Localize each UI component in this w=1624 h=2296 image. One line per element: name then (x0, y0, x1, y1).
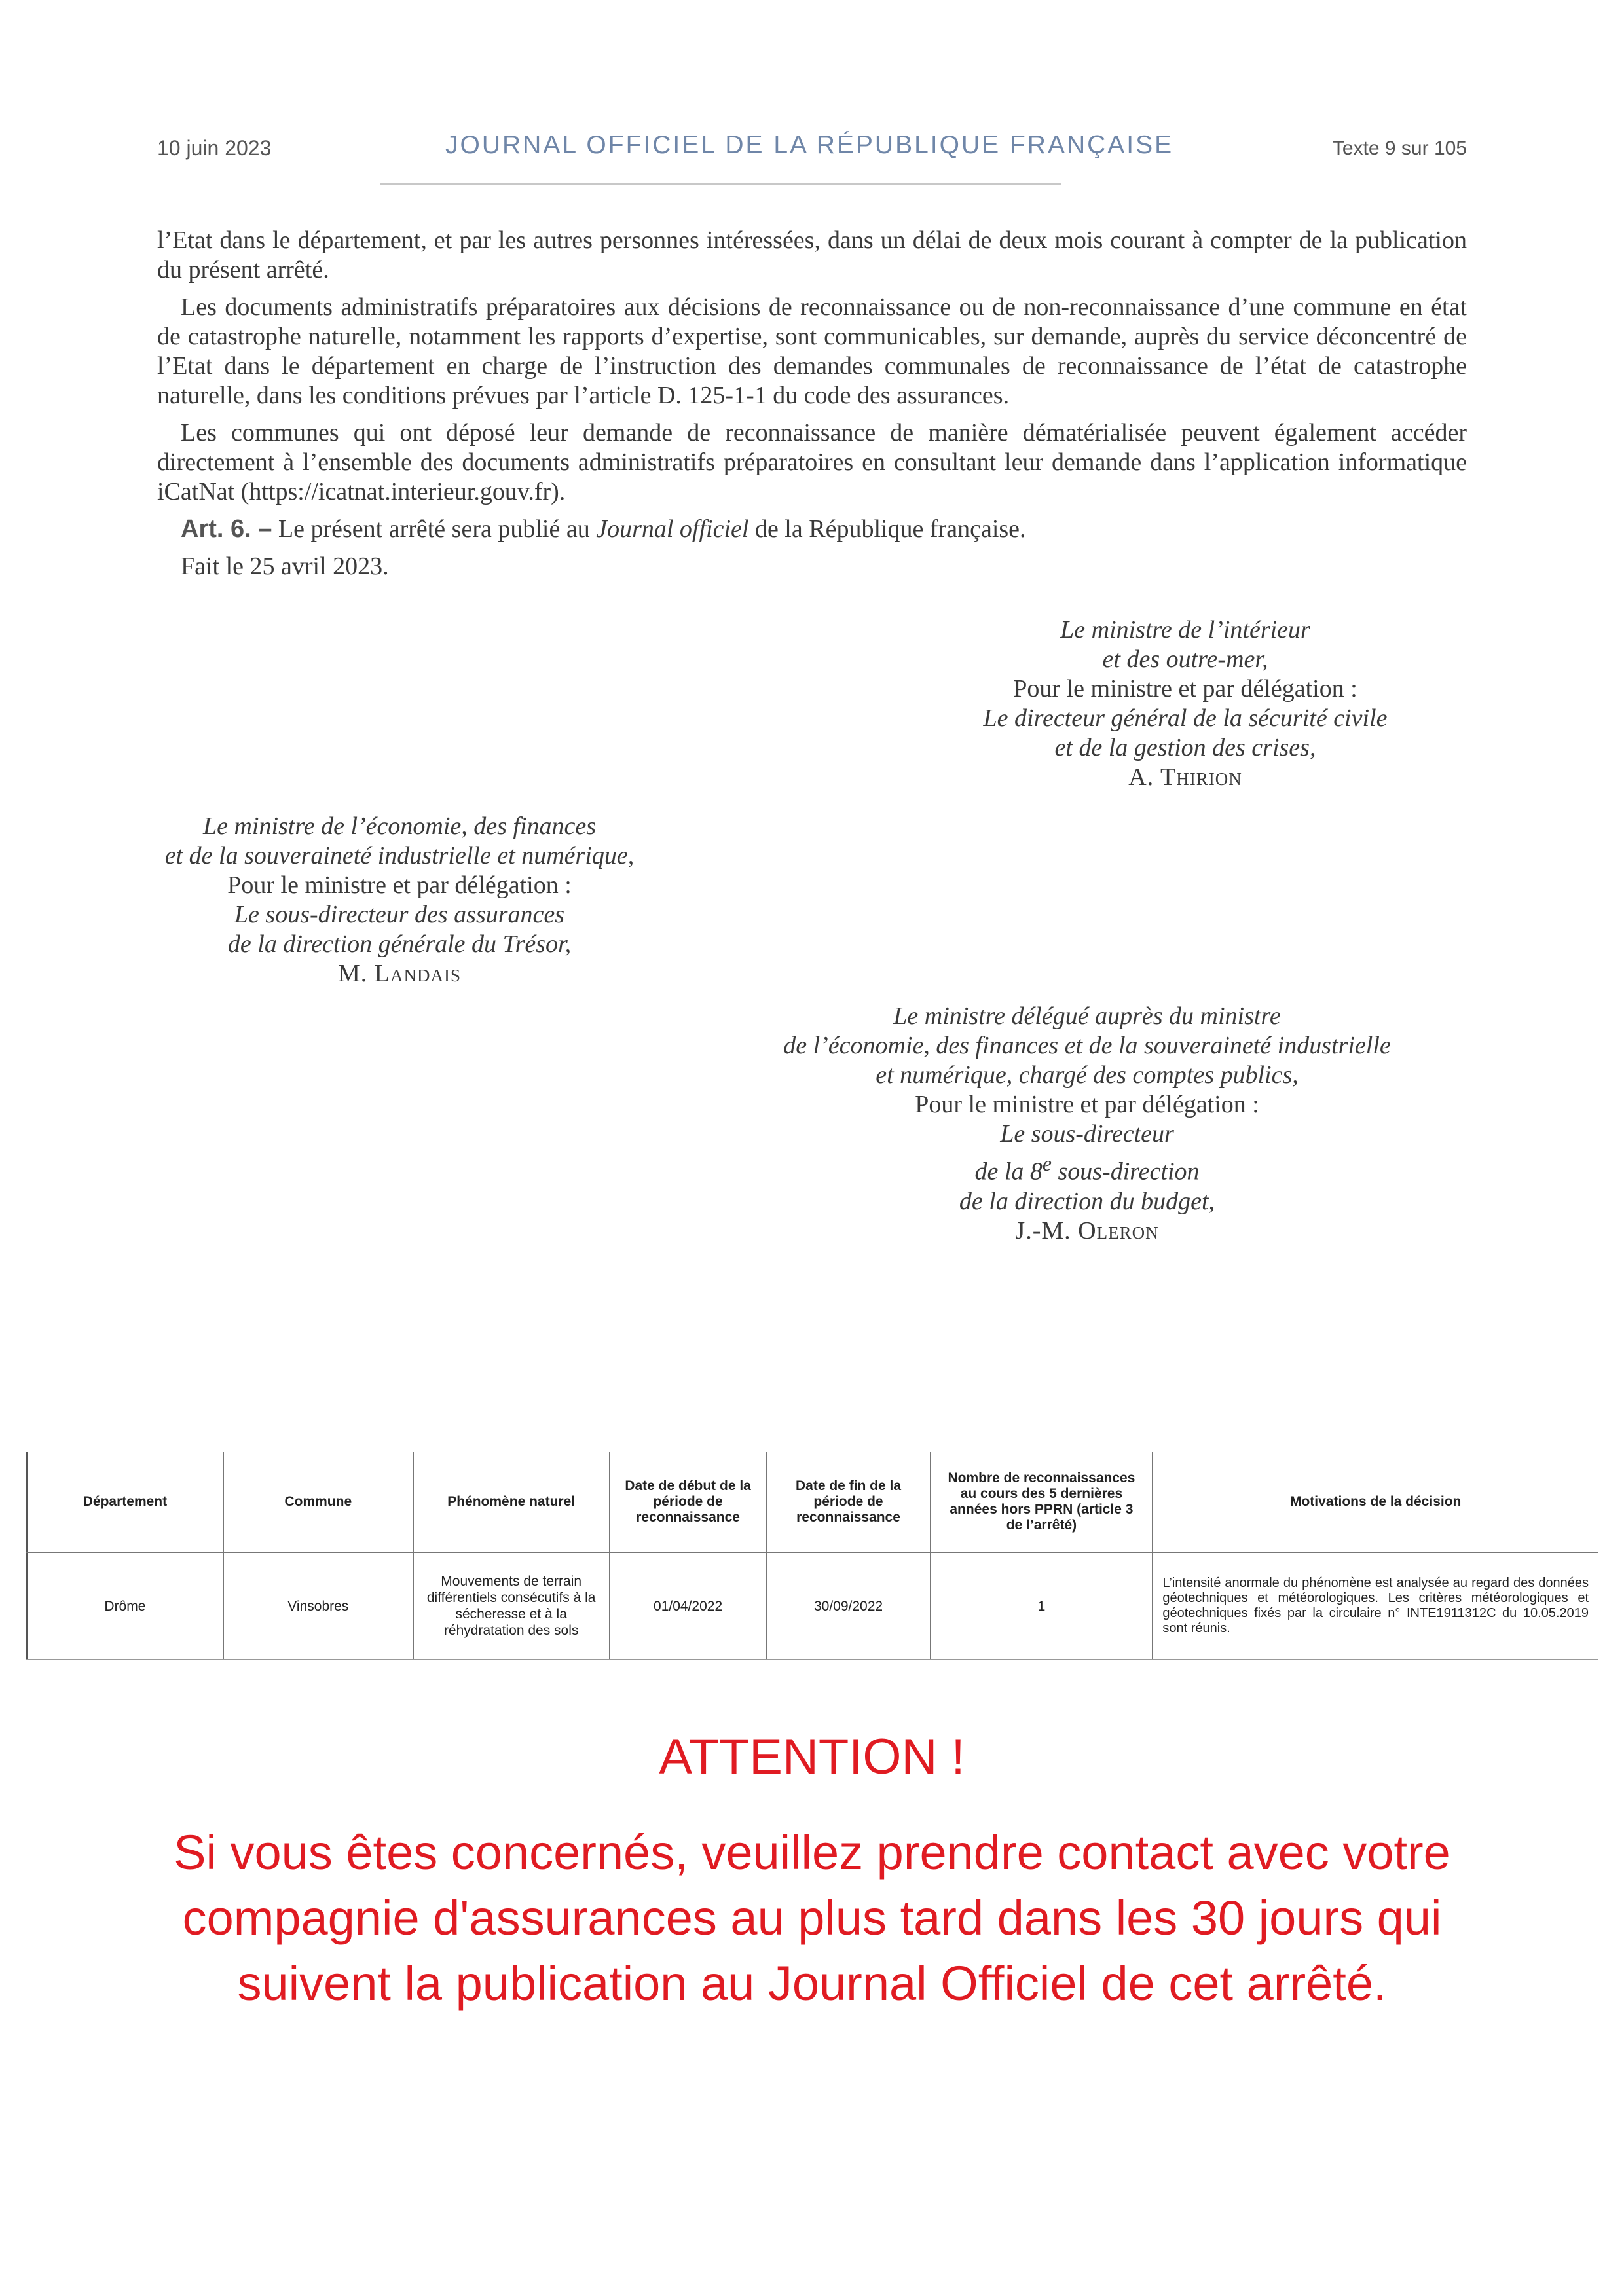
article-text-before: Le présent arrêté sera publié au (272, 515, 597, 543)
article-journal: Journal officiel (596, 515, 749, 543)
warning-title: ATTENTION ! (659, 1729, 965, 1785)
article-6 (157, 515, 1467, 544)
sig3-line5: Le sous-directeur (1000, 1120, 1174, 1148)
signing-date: Fait le 25 avril 2023. (181, 553, 389, 580)
sig3-line6-start: de la 8 (974, 1157, 1043, 1186)
table-header-row (27, 1452, 1598, 1552)
header-phenomenon: Phénomène naturel (413, 1452, 610, 1552)
signature-interior (930, 615, 1441, 792)
annex-table (26, 1452, 1598, 1660)
warning-line-1: Si vous êtes concernés, veuillez prendre contact avec votre (174, 1825, 1450, 1880)
sig3-line6-end: sous-direction (1051, 1157, 1200, 1186)
cell-commune: Vinsobres (223, 1552, 413, 1660)
header-rule (380, 183, 1061, 185)
sig1-line2: et des outre-mer, (1102, 646, 1268, 673)
header-department: Département (27, 1452, 223, 1552)
cell-end-date: 30/09/2022 (767, 1552, 931, 1660)
table-row (27, 1552, 1598, 1660)
sig3-line1: Le ministre délégué auprès du ministre (893, 1002, 1281, 1030)
cell-motivations: L’intensité anormale du phénomène est analysée au regard des données géotechniques et météorologiques. Les critères météorologiques et géotechniques fixés par la circulaire n° INTE1911312C du 10.05.2019 sont réunis. (1153, 1552, 1598, 1660)
article-text-after: de la République française. (748, 515, 1026, 543)
sig2-line2: et de la souveraineté industrielle et numérique, (164, 842, 635, 869)
paragraph-3: Les communes qui ont déposé leur demande de reconnaissance de manière dématérialisée peuvent également accéder directement à l’ensemble des documents administratifs préparatoires en consultant leur demande dans l’application informatique iCatNat (https://icatnat.interieur.gouv.fr). (157, 419, 1467, 505)
sig2-line3: Pour le ministre et par délégation : (227, 871, 572, 899)
warning-message (0, 1820, 1624, 2016)
sig2-line4: Le sous-directeur des assurances (234, 901, 565, 928)
sig1-line3: Pour le ministre et par délégation : (1013, 675, 1357, 702)
journal-title: JOURNAL OFFICIEL DE LA RÉPUBLIQUE FRANÇAISE (445, 131, 1174, 159)
article-label: Art. 6. – (181, 515, 272, 543)
header-end-date: Date de fin de la période de reconnaissance (767, 1452, 931, 1552)
sig2-name: M. Landais (337, 960, 461, 987)
decree-text (157, 226, 1467, 589)
cell-start-date: 01/04/2022 (610, 1552, 767, 1660)
sig1-line4: Le directeur général de la sécurité civile (983, 704, 1388, 732)
warning-line-3: suivent la publication au Journal Officiel de cet arrêté. (237, 1956, 1387, 2011)
sig3-line4: Pour le ministre et par délégation : (915, 1091, 1259, 1118)
header-start-date: Date de début de la période de reconnaissance (610, 1452, 767, 1552)
paragraph-2: Les documents administratifs préparatoires aux décisions de reconnaissance ou de non-reconnaissance d’une commune en état de catastrophe naturelle, notamment les rapports d’expertise, sont communicables, sur demande, auprès du service déconcentré de l’Etat dans le département en charge de l’instruction des demandes communales de reconnaissance de l’état de catastrophe naturelle, dans les conditions prévues par l’article D. 125-1-1 du code des assurances. (157, 293, 1467, 409)
signature-budget (714, 1002, 1460, 1246)
sig3-line3: et numérique, chargé des comptes publics, (876, 1061, 1299, 1089)
sig2-line1: Le ministre de l’économie, des finances (202, 812, 597, 840)
sig1-line1: Le ministre de l’intérieur (1060, 616, 1310, 644)
warning-line-2: compagnie d'assurances au plus tard dans les 30 jours qui (182, 1891, 1442, 1945)
sig3-superscript: e (1042, 1152, 1052, 1175)
sig3-line7: de la direction du budget, (959, 1187, 1215, 1215)
sig2-line5: de la direction générale du Trésor, (227, 930, 572, 958)
header-commune: Commune (223, 1452, 413, 1552)
signature-economy (111, 812, 688, 989)
cell-recognition-count: 1 (931, 1552, 1153, 1660)
sig1-name: A. Thirion (1128, 763, 1242, 791)
page-number: Texte 9 sur 105 (1332, 137, 1467, 159)
header-date: 10 juin 2023 (157, 136, 272, 160)
sig3-line2: de l’économie, des finances et de la souveraineté industrielle (783, 1032, 1391, 1059)
page-header (157, 131, 1467, 183)
cell-phenomenon: Mouvements de terrain différentiels consécutifs à la sécheresse et à la réhydratation des sols (413, 1552, 610, 1660)
header-motivations: Motivations de la décision (1153, 1452, 1598, 1552)
paragraph-1: l’Etat dans le département, et par les autres personnes intéressées, dans un délai de deux mois courant à compter de la publication du présent arrêté. (157, 227, 1467, 283)
sig3-line6 (714, 1149, 1460, 1187)
sig3-name: J.-M. Oleron (1015, 1216, 1159, 1245)
sig1-line5: et de la gestion des crises, (1054, 734, 1316, 761)
header-recognition-count: Nombre de reconnaissances au cours des 5 dernières années hors PPRN (article 3 de l’arrêté) (931, 1452, 1153, 1552)
cell-department: Drôme (27, 1552, 223, 1660)
